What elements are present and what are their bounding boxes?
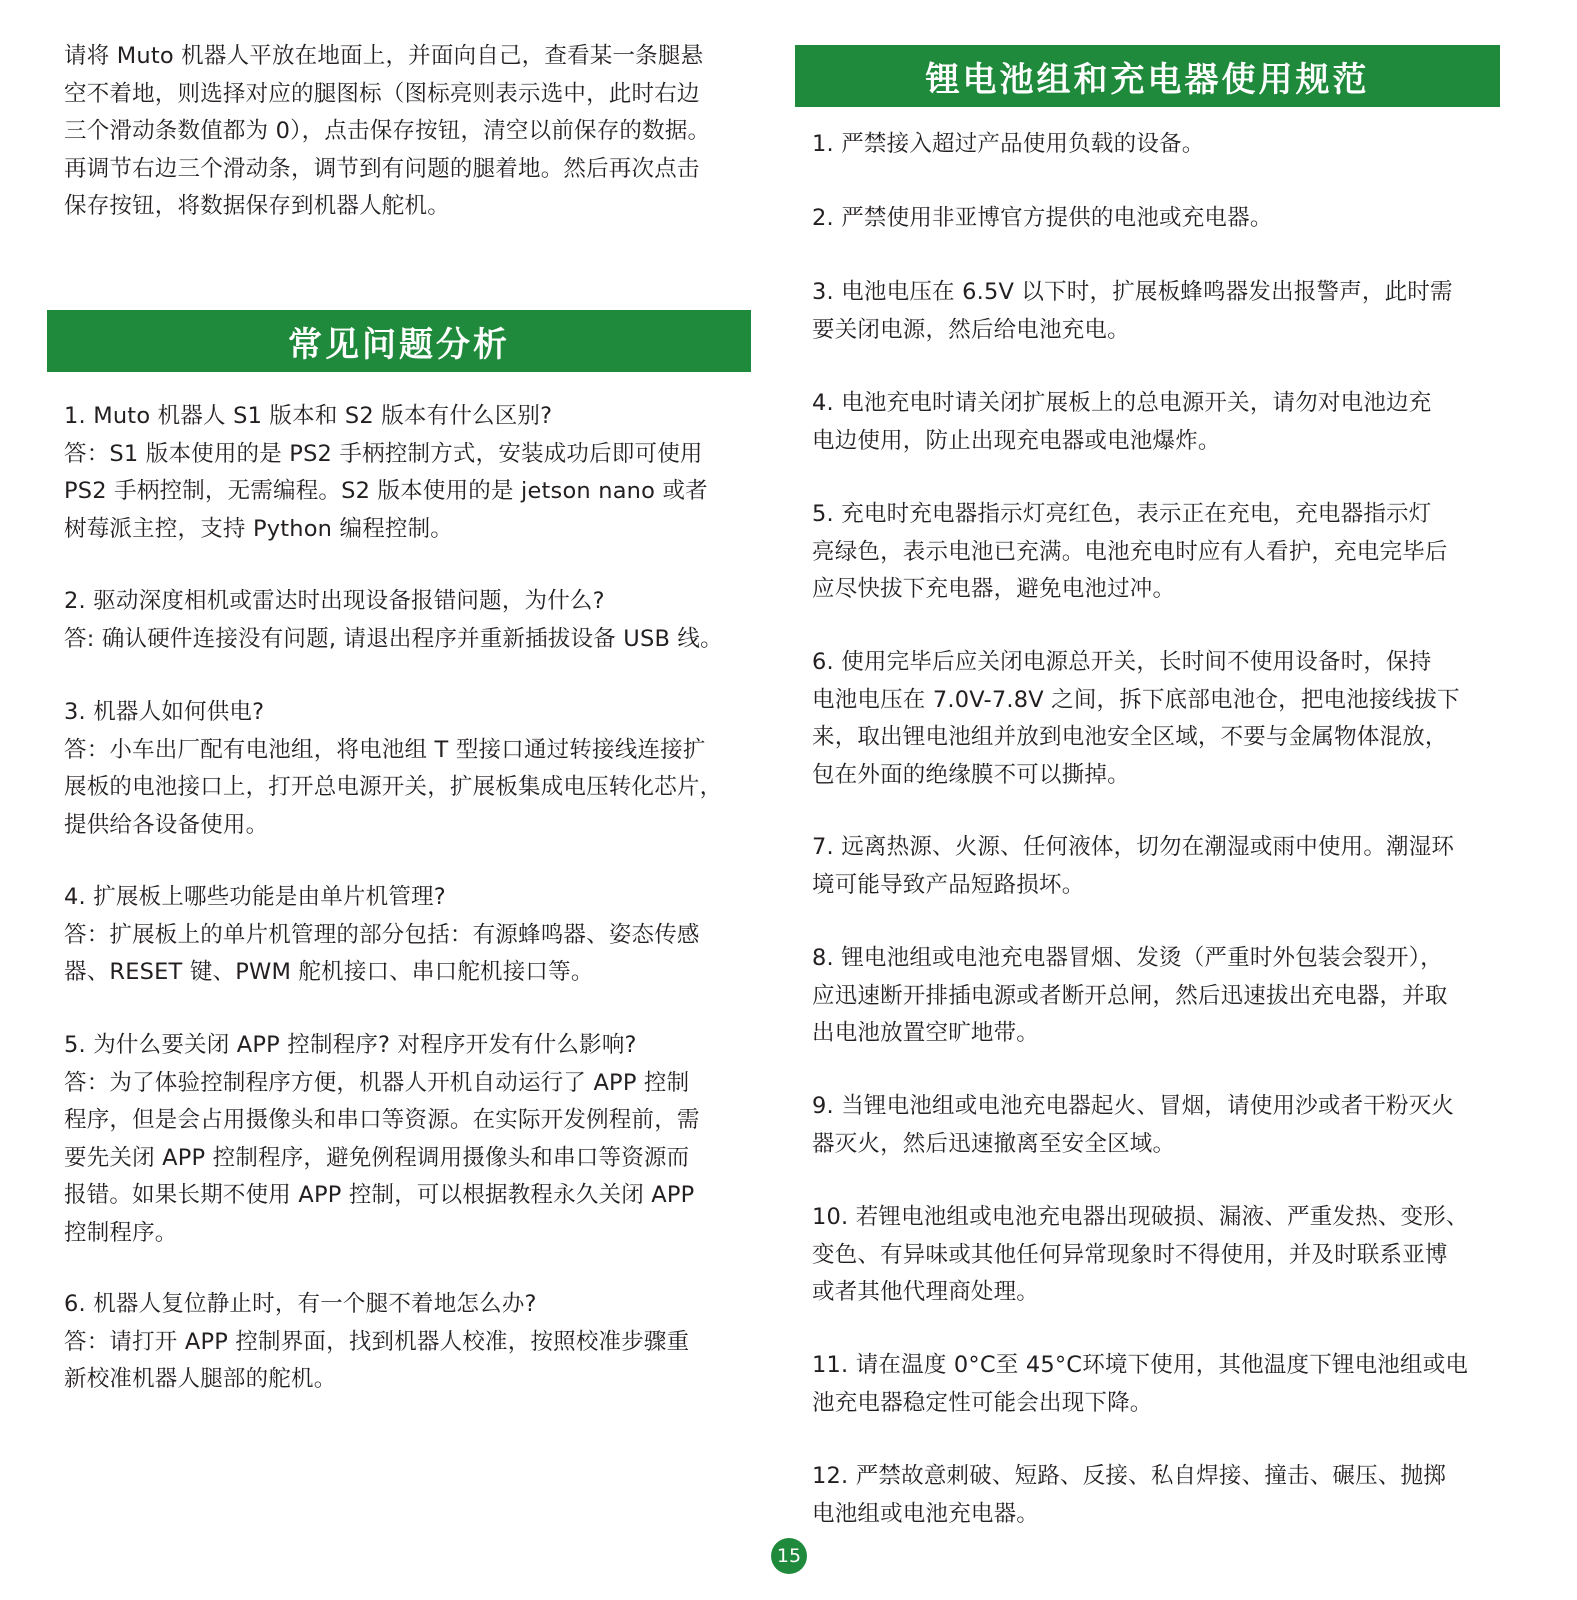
faq-item-6 <box>64 1286 689 1399</box>
text-line: 9. 当锂电池组或电池充电器起火、冒烟，请使用沙或者干粉灭火 <box>812 1093 1455 1119</box>
faq-answer-line: 答：请打开 APP 控制界面，找到机器人校准，按照校准步骤重 <box>64 1328 690 1355</box>
text-line: 三个滑动条数值都为 0），点击保存按钮，清空以前保存的数据。 <box>64 118 711 144</box>
rule-item-3 <box>812 274 1453 349</box>
text-line: 应尽快拔下充电器，避免电池过冲。 <box>812 576 1176 602</box>
faq-answer-line: 答：小车出厂配有电池组，将电池组 T 型接口通过转接线连接扩 <box>64 736 706 763</box>
faq-question: 5. 为什么要关闭 APP 控制程序? 对程序开发有什么影响? <box>64 1032 637 1058</box>
text-line: 空不着地，则选择对应的腿图标（图标亮则表示选中，此时右边 <box>64 80 700 107</box>
faq-item-3 <box>64 694 722 844</box>
rule-item-1 <box>812 126 1204 164</box>
rule-item-2 <box>812 200 1273 238</box>
faq-answer-line: 展板的电池接口上，打开总电源开关，扩展板集成电压转化芯片， <box>64 774 723 800</box>
faq-question: 3. 机器人如何供电? <box>64 699 265 725</box>
faq-answer-line: 答：S1 版本使用的是 PS2 手柄控制方式，安装成功后即可使用 <box>64 440 703 467</box>
text-line: 电边使用，防止出现充电器或电池爆炸。 <box>812 427 1221 454</box>
faq-answer-line: 器、RESET 键、PWM 舵机接口、串口舵机接口等。 <box>64 959 594 985</box>
faq-answer-line: 新校准机器人腿部的舵机。 <box>64 1366 337 1392</box>
text-line: 应迅速断开排插电源或者断开总闸，然后迅速拔出充电器，并取 <box>812 982 1448 1009</box>
faq-answer-line: 答: 确认硬件连接没有问题, 请退出程序并重新插拔设备 USB 线。 <box>64 625 723 652</box>
text-line: 1. 严禁接入超过产品使用负载的设备。 <box>812 131 1205 157</box>
faq-answer-line: 要先关闭 APP 控制程序，避免例程调用摄像头和串口等资源而 <box>64 1144 690 1171</box>
rule-item-7 <box>812 829 1454 904</box>
text-line: 电池电压在 7.0V-7.8V 之间，拆下底部电池仓，把电池接线拔下 <box>812 686 1460 713</box>
faq-item-5 <box>64 1027 700 1252</box>
text-line: 8. 锂电池组或电池充电器冒烟、发烫（严重时外包装会裂开）， <box>812 945 1443 971</box>
rule-item-12 <box>812 1458 1446 1533</box>
text-line: 6. 使用完毕后应关闭电源总开关，长时间不使用设备时，保持 <box>812 649 1432 675</box>
text-line: 11. 请在温度 0°C至 45°C环境下使用，其他温度下锂电池组或电 <box>812 1352 1469 1378</box>
faq-item-1 <box>64 398 708 548</box>
text-line: 亮绿色，表示电池已充满。电池充电时应有人看护，充电完毕后 <box>812 538 1448 565</box>
text-line: 10. 若锂电池组或电池充电器出现破损、漏液、严重发热、变形、 <box>812 1204 1469 1230</box>
text-line: 境可能导致产品短路损坏。 <box>812 871 1085 898</box>
faq-item-4 <box>64 879 700 992</box>
faq-question: 2. 驱动深度相机或雷达时出现设备报错问题，为什么? <box>64 588 605 614</box>
faq-question: 4. 扩展板上哪些功能是由单片机管理? <box>64 884 446 910</box>
text-line: 7. 远离热源、火源、任何液体，切勿在潮湿或雨中使用。潮湿环 <box>812 834 1455 860</box>
rule-item-6 <box>812 644 1460 794</box>
text-line: 电池组或电池充电器。 <box>812 1500 1040 1527</box>
text-line: 池充电器稳定性可能会出现下降。 <box>812 1389 1153 1416</box>
faq-answer-line: 答：为了体验控制程序方便，机器人开机自动运行了 APP 控制 <box>64 1069 690 1096</box>
faq-question: 1. Muto 机器人 S1 版本和 S2 版本有什么区别? <box>64 403 553 429</box>
text-line: 或者其他代理商处理。 <box>812 1279 1040 1305</box>
text-line: 出电池放置空旷地带。 <box>812 1020 1040 1046</box>
text-line: 保存按钮，将数据保存到机器人舵机。 <box>64 193 450 219</box>
faq-answer-line: 控制程序。 <box>64 1219 178 1246</box>
faq-answer-line: 提供给各设备使用。 <box>64 811 269 838</box>
intro-paragraph <box>64 38 710 226</box>
text-line: 2. 严禁使用非亚博官方提供的电池或充电器。 <box>812 205 1273 231</box>
text-line: 器灭火，然后迅速撤离至安全区域。 <box>812 1130 1176 1157</box>
rule-item-4 <box>812 385 1431 460</box>
text-line: 要关闭电源，然后给电池充电。 <box>812 316 1130 343</box>
faq-item-2 <box>64 583 723 658</box>
rule-item-8 <box>812 940 1448 1053</box>
faq-answer-line: 答：扩展板上的单片机管理的部分包括：有源蜂鸣器、姿态传感 <box>64 921 700 948</box>
battery-section-title: 锂电池组和充电器使用规范 <box>795 45 1500 107</box>
faq-answer-line: 报错。如果长期不使用 APP 控制，可以根据教程永久关闭 APP <box>64 1182 695 1208</box>
text-line: 3. 电池电压在 6.5V 以下时，扩展板蜂鸣器发出报警声，此时需 <box>812 279 1453 305</box>
text-line: 5. 充电时充电器指示灯亮红色，表示正在充电，充电器指示灯 <box>812 501 1432 527</box>
text-line: 12. 严禁故意刺破、短路、反接、私自焊接、撞击、碾压、抛掷 <box>812 1463 1446 1489</box>
faq-answer-line: 程序，但是会占用摄像头和串口等资源。在实际开发例程前，需 <box>64 1107 700 1133</box>
text-line: 来，取出锂电池组并放到电池安全区域，不要与金属物体混放， <box>812 724 1448 750</box>
rule-item-10 <box>812 1199 1469 1312</box>
faq-question: 6. 机器人复位静止时，有一个腿不着地怎么办? <box>64 1291 537 1317</box>
rule-item-9 <box>812 1088 1454 1163</box>
text-line: 再调节右边三个滑动条，调节到有问题的腿着地。然后再次点击 <box>64 155 700 182</box>
text-line: 请将 Muto 机器人平放在地面上，并面向自己，查看某一条腿悬 <box>64 43 704 69</box>
rule-item-11 <box>812 1347 1468 1422</box>
faq-answer-line: PS2 手柄控制，无需编程。S2 版本使用的是 jetson nano 或者 <box>64 478 708 504</box>
text-line: 变色、有异味或其他任何异常现象时不得使用，并及时联系亚博 <box>812 1241 1448 1268</box>
faq-answer-line: 树莓派主控，支持 Python 编程控制。 <box>64 515 453 542</box>
page-number-badge: 15 <box>771 1538 807 1574</box>
text-line: 4. 电池充电时请关闭扩展板上的总电源开关，请勿对电池边充 <box>812 390 1432 416</box>
text-line: 包在外面的绝缘膜不可以撕掉。 <box>812 761 1130 788</box>
rule-item-5 <box>812 496 1448 609</box>
faq-section-title: 常见问题分析 <box>47 310 751 372</box>
